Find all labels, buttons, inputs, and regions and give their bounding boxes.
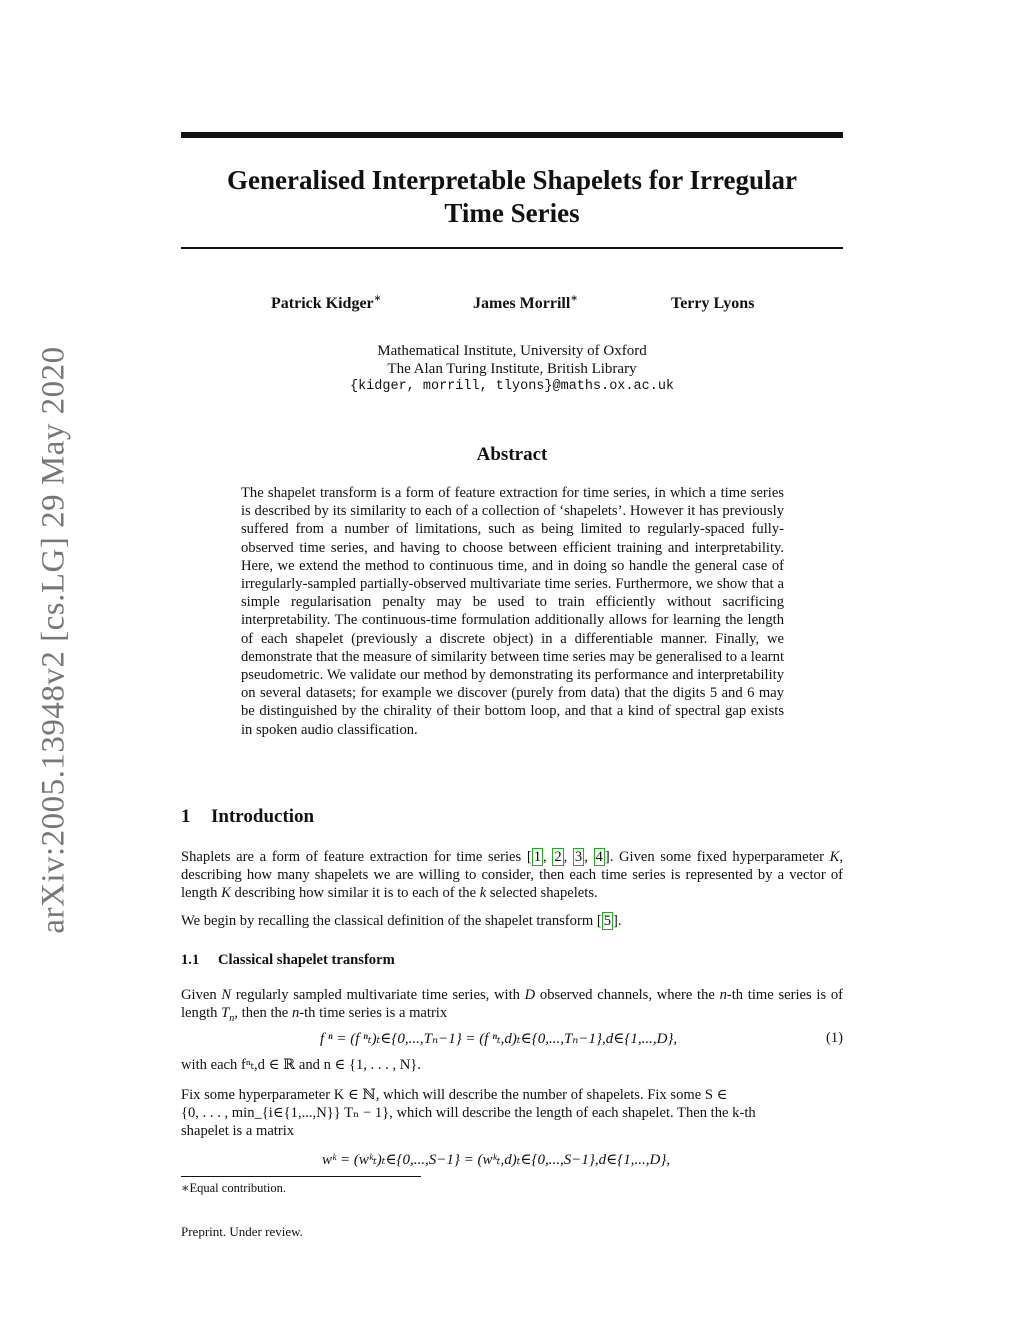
section-heading-introduction: 1 Introduction — [181, 806, 315, 827]
citation-link[interactable]: 2 — [554, 849, 562, 865]
footnote-rule — [181, 1176, 421, 1177]
paragraph-with-each: with each fⁿₜ,d ∈ ℝ and n ∈ {1, . . . , N}. — [181, 1057, 421, 1073]
citation-link[interactable]: 1 — [533, 849, 541, 865]
citation-link[interactable]: 3 — [574, 849, 583, 865]
preprint-footer: Preprint. Under review. — [181, 1224, 303, 1239]
author-emails: {kidger, morrill, tlyons}@maths.ox.ac.uk — [349, 379, 675, 394]
abstract-heading: Abstract — [476, 444, 548, 465]
subsection-heading: 1.1 Classical shapelet transform — [181, 952, 395, 968]
title-top-rule — [181, 132, 843, 138]
paragraph-shapelet-hyperparameters — [181, 1086, 843, 1141]
equation-number-1: (1) — [825, 1030, 843, 1046]
citation-link[interactable]: 4 — [595, 849, 603, 865]
affiliation — [181, 342, 843, 396]
equation-shapelet: wᵏ = (wᵏₜ)ₜ∈{0,...,S−1} = (wᵏₜ,d)ₜ∈{0,...,S−1},d∈{1,...,D}, — [322, 1152, 671, 1168]
author-3: Terry Lyons — [671, 295, 755, 312]
hyperparameter-line-2: {0, . . . , min_{i∈{1,...,N}} Tₙ − 1}, which will describe the length of each shapelet. Then the k-th — [181, 1105, 756, 1122]
intro-paragraph-2: We begin by recalling the classical definition of the shapelet transform [ 5 ]. — [181, 913, 622, 929]
title-bottom-rule — [181, 247, 843, 249]
citation-link[interactable]: 5 — [603, 913, 611, 929]
abstract-body — [241, 484, 784, 739]
hyperparameter-line-1: Fix some hyperparameter K ∈ ℕ, which will describe the number of shapelets. Fix some S ∈ — [181, 1087, 728, 1103]
footnote: ∗Equal contribution. — [181, 1181, 287, 1195]
title-line-1: Generalised Interpretable Shapelets for Irregular — [227, 165, 797, 195]
title-line-2: Time Series — [444, 198, 580, 228]
arxiv-side-stamp: arXiv:2005.13948v2 [cs.LG] 29 May 2020 — [35, 346, 72, 934]
affiliation-line-1: Mathematical Institute, University of Oxford — [377, 343, 647, 359]
equation-1: f ⁿ = (f ⁿₜ)ₜ∈{0,...,Tₙ−1} = (f ⁿₜ,d)ₜ∈{0,...,Tₙ−1},d∈{1,...,D}, — [320, 1031, 678, 1047]
paper-title — [181, 164, 843, 230]
author-2: James Morrill∗ — [473, 292, 579, 312]
paragraph-classical-definition: Given N regularly sampled multivariate time series, with D observed channels, where the n-th time series is of length $T_n$, then the n-th time series is a matrix — [181, 987, 843, 1025]
affiliation-line-2: The Alan Turing Institute, British Library — [387, 361, 637, 377]
abstract-text: The shapelet transform is a form of feature extraction for time series, in which a time series is described by its similarity to each of a collection of ‘shapelets’. However it has previously suffered from a number of limitations, such as being limited to regularly-spaced fully-observed time series, and having to choose between efficient training and interpretability. Here, we extend the method to continuous time, and in doing so handle the general case of irregularly-sampled partially-observed multivariate time series. Furthermore, we show that a simple regularisation penalty may be used to train efficiently without sacrificing interpretability. The continuous-time formulation additionally allows for learning the length of each shapelet (previously a discrete object) in a differentiable manner. Finally, we demonstrate that the measure of similarity between time series may be generalised to a learnt pseudometric. We validate our method by demonstrating its performance and interpretability on several datasets; for example we discover (purely from data) that the digits 5 and 6 may be distinguished by the chirality of their bottom loop, and that a kind of spectral gap exists in spoken audio classification. — [241, 485, 785, 738]
hyperparameter-line-3: shapelet is a matrix — [181, 1123, 295, 1140]
intro-paragraph-1: Shaplets are a form of feature extraction for time series [ 1 , 2 , 3 , 4 ]. Given some fixed hyperparameter K, describing how many shapelets we are willing to consider, then each time series is represented by a vector of length K describing how similar it is to each of the k selected shapelets. — [181, 849, 844, 902]
author-1: Patrick Kidger∗ — [271, 292, 382, 312]
